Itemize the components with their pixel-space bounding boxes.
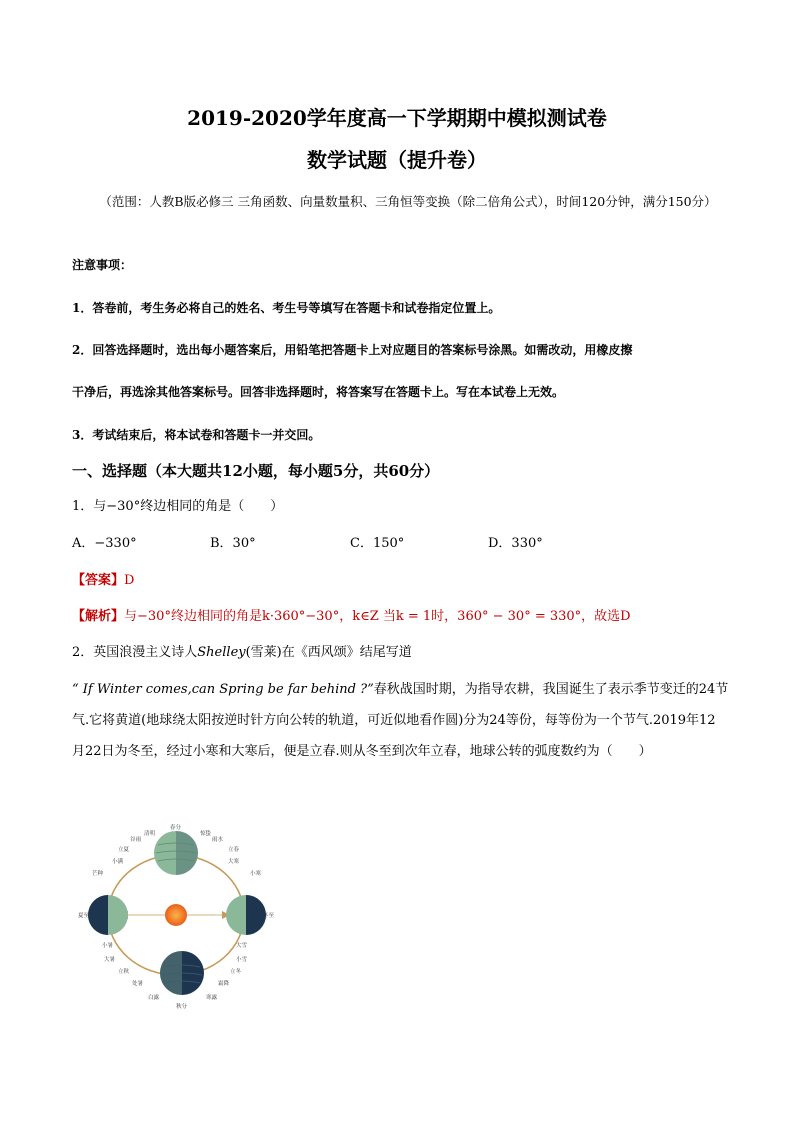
sun-icon bbox=[165, 904, 187, 926]
label-bl5: 白露 bbox=[148, 995, 160, 1001]
section-heading: 一、选择题（本大题共12小题，每小题5分，共60分） bbox=[72, 462, 440, 480]
earth-top-icon bbox=[154, 831, 198, 875]
label-tl1: 清明 bbox=[144, 831, 156, 837]
notes-heading: 注意事项： bbox=[72, 258, 133, 272]
question-2-body bbox=[72, 674, 732, 767]
label-tr1: 惊蛰 bbox=[200, 831, 212, 837]
question-1-option-a: A．−330° bbox=[72, 536, 137, 551]
label-tl5: 芒种 bbox=[92, 871, 104, 877]
solar-terms-diagram bbox=[78, 823, 274, 1009]
q2-body-text: 春秋战国时期，为指导农耕，我国诞生了表示季节变迁的24节气.它将黄道(地球绕太阳按逆时针方向公转的轨道，可近似地看作圆)分为24等份，每等份为一个节气.2019年12 月22日为冬至，经过小寒和大寒后，便是立春.则从冬至到次年立春，地球公转的弧度数约为（ ） bbox=[72, 682, 729, 759]
question-1-analysis bbox=[72, 605, 631, 624]
label-bl2: 大暑 bbox=[104, 957, 116, 963]
label-bl1: 小暑 bbox=[102, 943, 114, 949]
question-1-option-c: C．150° bbox=[350, 536, 405, 551]
answer-value: D bbox=[124, 573, 135, 588]
note-item-2: 2．回答选择题时，选出每小题答案后，用铅笔把答题卡上对应题目的答案标号涂黑。如需改动，用橡皮擦 bbox=[72, 343, 633, 357]
label-left: 夏至 bbox=[78, 913, 90, 919]
note-item-3: 3．考试结束后，将本试卷和答题卡一并交回。 bbox=[72, 428, 321, 442]
label-tr4: 大寒 bbox=[228, 859, 240, 865]
analysis-tag: 【解析】 bbox=[72, 609, 125, 624]
q2-poet: Shelley bbox=[197, 645, 246, 660]
exam-scope: （范围：人教B版必修三 三角函数、向量数量积、三角恒等变换（除二倍角公式），时间120分钟，满分150分） bbox=[99, 194, 717, 209]
earth-bottom-icon bbox=[160, 951, 204, 995]
earth-right-icon bbox=[226, 895, 266, 935]
label-tr5: 小寒 bbox=[250, 871, 262, 877]
label-tl4: 小满 bbox=[112, 859, 124, 865]
note-item-1: 1．答卷前，考生务必将自己的姓名、考生号等填写在答题卡和试卷指定位置上。 bbox=[72, 301, 501, 315]
q2-suffix: (雪莱)在《西风颂》结尾写道 bbox=[245, 645, 412, 660]
label-br2: 霜降 bbox=[218, 981, 230, 987]
label-tr2: 雨水 bbox=[212, 837, 224, 843]
q2-quote: “ If Winter comes,can Spring be far behind ?” bbox=[72, 682, 374, 697]
question-1-stem: 1．与−30°终边相同的角是（ ） bbox=[72, 499, 284, 514]
label-br4: 小雪 bbox=[236, 957, 248, 963]
exam-title: 2019-2020学年度高一下学期期中模拟测试卷 bbox=[187, 106, 607, 130]
exam-subtitle: 数学试题（提升卷） bbox=[307, 148, 487, 172]
label-br5: 大雪 bbox=[236, 943, 248, 949]
label-bottom: 秋分 bbox=[176, 1004, 188, 1009]
label-bl3: 立秋 bbox=[118, 969, 130, 975]
label-tl2: 谷雨 bbox=[130, 837, 142, 843]
label-bl4: 处暑 bbox=[132, 981, 144, 987]
analysis-text: 与−30°终边相同的角是k·360°−30°，k∈Z 当k = 1时，360° − 30° = 330°，故选D bbox=[124, 609, 631, 624]
label-tr3: 立春 bbox=[228, 847, 240, 853]
question-2-stem bbox=[72, 641, 412, 660]
question-1-answer bbox=[72, 569, 134, 588]
earth-left-icon bbox=[88, 895, 128, 935]
question-1-option-d: D．330° bbox=[488, 536, 543, 551]
answer-tag: 【答案】 bbox=[72, 573, 125, 588]
note-item-2-cont: 干净后，再选涂其他答案标号。回答非选择题时，将答案写在答题卡上。写在本试卷上无效。 bbox=[72, 385, 565, 399]
label-br3: 立冬 bbox=[230, 969, 242, 975]
label-br1: 寒露 bbox=[206, 995, 218, 1001]
q2-prefix: 2．英国浪漫主义诗人 bbox=[72, 645, 198, 660]
label-top: 春分 bbox=[170, 825, 182, 831]
label-tl3: 立夏 bbox=[118, 847, 130, 853]
question-1-option-b: B．30° bbox=[210, 536, 256, 551]
label-right: 冬至 bbox=[263, 913, 274, 919]
